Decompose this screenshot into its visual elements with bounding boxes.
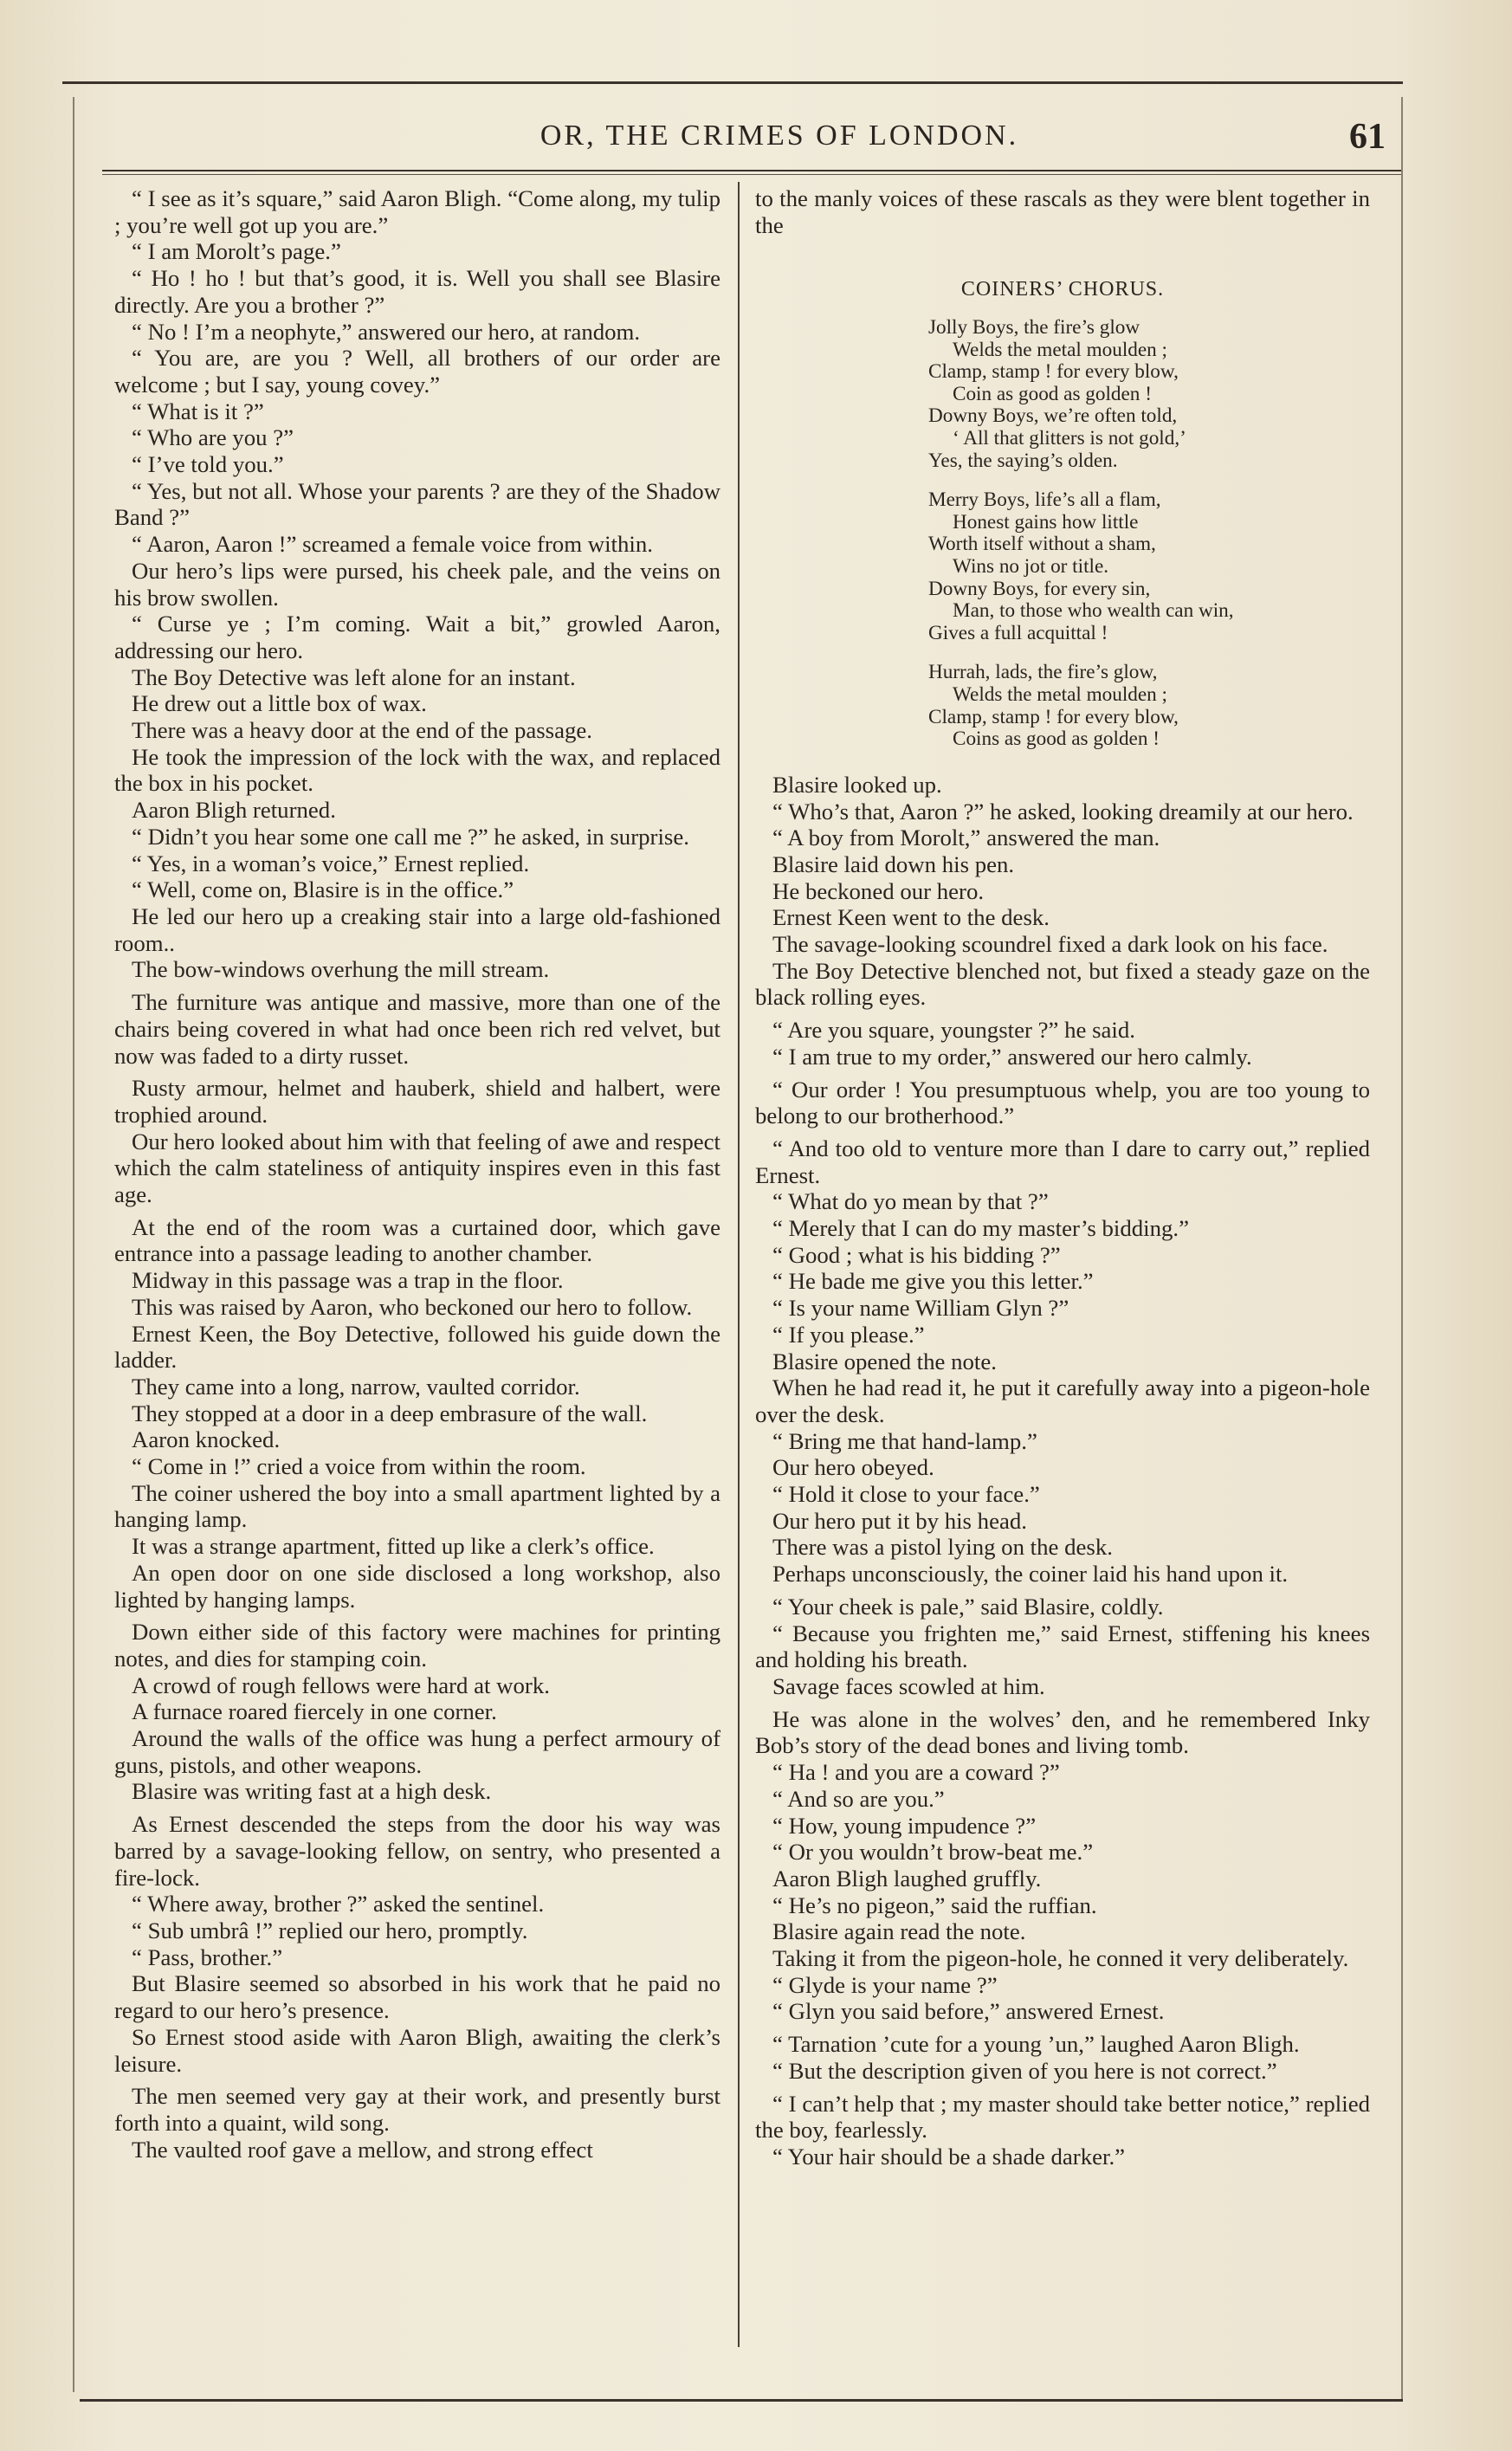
paragraph: “ I am Morolt’s page.” — [132, 238, 341, 265]
paragraph: “ Didn’t you hear some one call me ?” he asked, in surprise. — [132, 823, 689, 850]
paragraph: “ Ha ! and you are a coward ?” — [772, 1759, 1060, 1786]
paragraph: “ Pass, brother.” — [132, 1943, 283, 1970]
paragraph: Perhaps unconsciously, the coiner laid his hand upon it. — [772, 1561, 1289, 1588]
paragraph: “ You are, are you ? Well, all brothers of our order are welcome ; but I say, young covey.” — [114, 345, 720, 398]
verse-line: Welds the metal moulden ; — [953, 338, 1167, 361]
paragraph: “ A boy from Morolt,” answered the man. — [772, 825, 1160, 851]
paragraph: “ But the description given of you here is not correct.” — [772, 2057, 1277, 2084]
header-rule — [102, 170, 1401, 171]
paragraph: “ Yes, in a woman’s voice,” Ernest replied. — [132, 850, 530, 876]
paragraph: Our hero looked about him with that feeling of awe and respect which the calm stateliness of antiquity inspires even in this fast age. — [114, 1128, 720, 1208]
paragraph: So Ernest stood aside with Aaron Bligh, awaiting the clerk’s leisure. — [114, 2023, 720, 2077]
paragraph: “ Our order ! You presumptuous whelp, you are too young to belong to our brotherhood.” — [755, 1076, 1370, 1129]
verse-line: Man, to those who wealth can win, — [953, 599, 1234, 623]
top-rule — [62, 81, 1403, 84]
paragraph: The bow-windows overhung the mill stream. — [132, 956, 550, 983]
paragraph: “ Sub umbrâ !” replied our hero, promptly. — [132, 1917, 528, 1943]
stanza — [928, 489, 1370, 644]
paragraph: “ He’s no pigeon,” said the ruffian. — [772, 1892, 1097, 1918]
paragraph: “ And so are you.” — [772, 1785, 945, 1812]
verse-line: Downy Boys, we’re often told, — [928, 404, 1178, 428]
paragraph: This was raised by Aaron, who beckoned our hero to follow. — [132, 1293, 693, 1320]
verse-line: Wins no jot or title. — [953, 555, 1109, 579]
paragraph: Blasire was writing fast at a high desk. — [132, 1778, 492, 1805]
paragraph: They came into a long, narrow, vaulted corridor. — [132, 1373, 580, 1400]
paragraph: “ He bade me give you this letter.” — [772, 1268, 1094, 1295]
verse-line: Yes, the saying’s olden. — [928, 449, 1118, 472]
chorus-title: COINERS’ CHORUS. — [960, 278, 1165, 301]
paragraph: “ How, young impudence ?” — [772, 1812, 1037, 1839]
paragraph: Our hero’s lips were pursed, his cheek pale, and the veins on his brow swollen. — [114, 557, 720, 611]
verse-line: Merry Boys, life’s all a flam, — [928, 488, 1161, 512]
paragraph: It was a strange apartment, fitted up like a clerk’s office. — [132, 1533, 655, 1560]
paragraph: A furnace roared fiercely in one corner. — [132, 1698, 497, 1725]
paragraph: “ Well, come on, Blasire is in the office.” — [132, 876, 514, 903]
paragraph: Our hero put it by his head. — [772, 1507, 1027, 1534]
paragraph: Aaron Bligh laughed gruffly. — [772, 1865, 1042, 1892]
paragraph: “ What is it ?” — [132, 398, 264, 424]
paragraph: The coiner ushered the boy into a small apartment lighted by a hanging lamp. — [114, 1479, 720, 1533]
header-rule-thin — [102, 174, 1401, 175]
paragraph: A crowd of rough fellows were hard at work. — [132, 1672, 550, 1698]
verse-line: Gives a full acquittal ! — [928, 621, 1108, 644]
paragraph: Around the walls of the office was hung a perfect armoury of guns, pistols, and other weapons. — [114, 1725, 720, 1778]
paragraph: At the end of the room was a curtained door, which gave entrance into a passage leading to another chamber. — [114, 1213, 720, 1267]
paragraph: “ Bring me that hand-lamp.” — [772, 1427, 1037, 1454]
paragraph: Ernest Keen, the Boy Detective, followed his guide down the ladder. — [114, 1320, 720, 1374]
verse-line: Clamp, stamp ! for every blow, — [928, 360, 1179, 384]
chorus-stanzas — [755, 317, 1370, 751]
paragraph: Aaron Bligh returned. — [132, 797, 336, 824]
verse-line: ‘ All that glitters is not gold,’ — [953, 427, 1186, 450]
page-number: 61 — [1349, 117, 1386, 157]
left-border-rule — [73, 97, 74, 2392]
paragraph: “ Hold it close to your face.” — [772, 1481, 1040, 1508]
paragraph: “ Curse ye ; I’m coming. Wait a bit,” growled Aaron, addressing our hero. — [114, 611, 720, 663]
paragraph: Taking it from the pigeon-hole, he conned it very deliberately. — [772, 1945, 1349, 1972]
verse-line: Welds the metal moulden ; — [953, 683, 1167, 707]
paragraph: “ Aaron, Aaron !” screamed a female voice from within. — [132, 531, 653, 558]
verse-line: Jolly Boys, the fire’s glow — [928, 316, 1140, 340]
paragraph: He led our hero up a creaking stair into a large old-fashioned room.. — [114, 902, 720, 956]
paragraph: “ Merely that I can do my master’s bidding.” — [772, 1215, 1189, 1242]
paragraph: The vaulted roof gave a mellow, and strong effect — [132, 2136, 593, 2163]
paragraph: “ And too old to venture more than I dare to carry out,” replied Ernest. — [755, 1135, 1370, 1188]
verse-line: Clamp, stamp ! for every blow, — [928, 705, 1179, 728]
paragraph: Down either side of this factory were machines for printing notes, and dies for stamping coin. — [114, 1619, 720, 1672]
paragraph: “ No ! I’m a neophyte,” answered our hero, at random. — [132, 318, 641, 345]
paragraph: “ Ho ! ho ! but that’s good, it is. Well you shall see Blasire directly. Are you a brother ?” — [114, 265, 720, 318]
paragraph: “ Good ; what is his bidding ?” — [772, 1241, 1061, 1268]
verse-line: Hurrah, lads, the fire’s glow, — [928, 661, 1158, 684]
paragraph: An open door on one side disclosed a long workshop, also lighted by hanging lamps. — [114, 1559, 720, 1613]
paragraph: “ Your hair should be a shade darker.” — [772, 2143, 1126, 2170]
column-divider — [738, 182, 740, 2347]
paragraph: “ If you please.” — [772, 1321, 925, 1348]
paragraph: “ Who are you ?” — [132, 424, 294, 451]
verse-line: Coin as good as golden ! — [953, 382, 1152, 405]
stanza — [928, 662, 1370, 750]
running-head: OR, THE CRIMES OF LONDON. — [540, 120, 1019, 152]
verse-line: Worth itself without a sham, — [928, 533, 1156, 556]
paragraph: Blasire opened the note. — [772, 1348, 997, 1374]
paragraph: Aaron knocked. — [132, 1426, 281, 1453]
paragraph: “ I see as it’s square,” said Aaron Bligh. “Come along, my tulip ; you’re well got up you are.” — [114, 185, 720, 238]
paragraph: The furniture was antique and massive, more than one of the chairs being covered in what had once been rich red velvet, but now was faded to a dirty russet. — [114, 989, 720, 1069]
paragraph: “ Who’s that, Aaron ?” he asked, looking dreamily at our hero. — [772, 798, 1354, 825]
paragraph: “ Glyn you said before,” answered Ernest. — [772, 1998, 1165, 2025]
paragraph: “ Or you wouldn’t brow-beat me.” — [772, 1839, 1094, 1866]
paragraph: Savage faces scowled at him. — [772, 1673, 1045, 1699]
paragraph: Blasire again read the note. — [772, 1918, 1026, 1945]
paragraph: He beckoned our hero. — [772, 877, 985, 904]
paragraph: The savage-looking scoundrel fixed a dark look on his face. — [772, 931, 1328, 958]
verse-line: Coins as good as golden ! — [953, 728, 1160, 751]
paragraph: “ What do yo mean by that ?” — [772, 1188, 1049, 1215]
right-border-rule — [1401, 97, 1403, 2401]
paragraph: He was alone in the wolves’ den, and he remembered Inky Bob’s story of the dead bones and living tomb. — [755, 1705, 1370, 1759]
left-column — [114, 185, 720, 2351]
paragraph: He took the impression of the lock with the wax, and replaced the box in his pocket. — [114, 743, 720, 797]
paragraph: “ Your cheek is pale,” said Blasire, coldly. — [772, 1593, 1164, 1620]
right-column — [755, 185, 1370, 2351]
paragraph: The men seemed very gay at their work, and presently burst forth into a quaint, wild song. — [114, 2083, 720, 2136]
paragraph: Midway in this passage was a trap in the floor. — [132, 1267, 564, 1294]
paragraph: There was a heavy door at the end of the passage. — [132, 717, 592, 744]
paragraph: The Boy Detective blenched not, but fixed a steady gaze on the black rolling eyes. — [755, 957, 1370, 1011]
paragraph: When he had read it, he put it carefully away into a pigeon-hole over the desk. — [755, 1374, 1370, 1427]
verse-line: Downy Boys, for every sin, — [928, 577, 1151, 600]
paragraph: “ Because you frighten me,” said Ernest, stiffening his knees and holding his breath. — [755, 1620, 1370, 1673]
right-column-intro: to the manly voices of these rascals as they were blent together in the — [755, 185, 1370, 238]
paragraph: “ Tarnation ’cute for a young ’un,” laughed Aaron Bligh. — [772, 2031, 1300, 2058]
paragraph: “ Are you square, youngster ?” he said. — [772, 1017, 1135, 1044]
paragraph: There was a pistol lying on the desk. — [772, 1534, 1113, 1561]
paragraph: “ Where away, brother ?” asked the sentinel. — [132, 1891, 545, 1917]
right-column-paragraphs — [755, 772, 1370, 2170]
paragraph: “ Is your name William Glyn ?” — [772, 1295, 1069, 1322]
paragraph: Rusty armour, helmet and hauberk, shield and halbert, were trophied around. — [114, 1075, 720, 1128]
paragraph: Blasire looked up. — [772, 771, 942, 798]
paragraph: “ Glyde is your name ?” — [772, 1971, 998, 1998]
paragraph: He drew out a little box of wax. — [132, 690, 427, 717]
verse-line: Honest gains how little — [953, 510, 1139, 534]
paragraph: “ I’ve told you.” — [132, 451, 284, 478]
paragraph: The Boy Detective was left alone for an instant. — [132, 663, 576, 690]
paragraph: Blasire laid down his pen. — [772, 850, 1015, 877]
paragraph: They stopped at a door in a deep embrasure of the wall. — [132, 1400, 648, 1426]
paragraph: As Ernest descended the steps from the door his way was barred by a savage-looking fellow, on sentry, who presented a fire-lock. — [114, 1811, 720, 1891]
paragraph: “ I am true to my order,” answered our hero calmly. — [772, 1043, 1252, 1070]
paragraph: “ Yes, but not all. Whose your parents ? are they of the Shadow Band ?” — [114, 477, 720, 531]
paragraph: “ Come in !” cried a voice from within the room. — [132, 1453, 586, 1480]
stanza — [928, 317, 1370, 472]
paragraph: But Blasire seemed so absorbed in his work that he paid no regard to our hero’s presence. — [114, 1970, 720, 2024]
paragraph: “ I can’t help that ; my master should take better notice,” replied the boy, fearlessly. — [755, 2090, 1370, 2144]
paragraph: Ernest Keen went to the desk. — [772, 904, 1050, 931]
paragraph: Our hero obeyed. — [772, 1454, 934, 1481]
bottom-rule — [80, 2399, 1403, 2402]
